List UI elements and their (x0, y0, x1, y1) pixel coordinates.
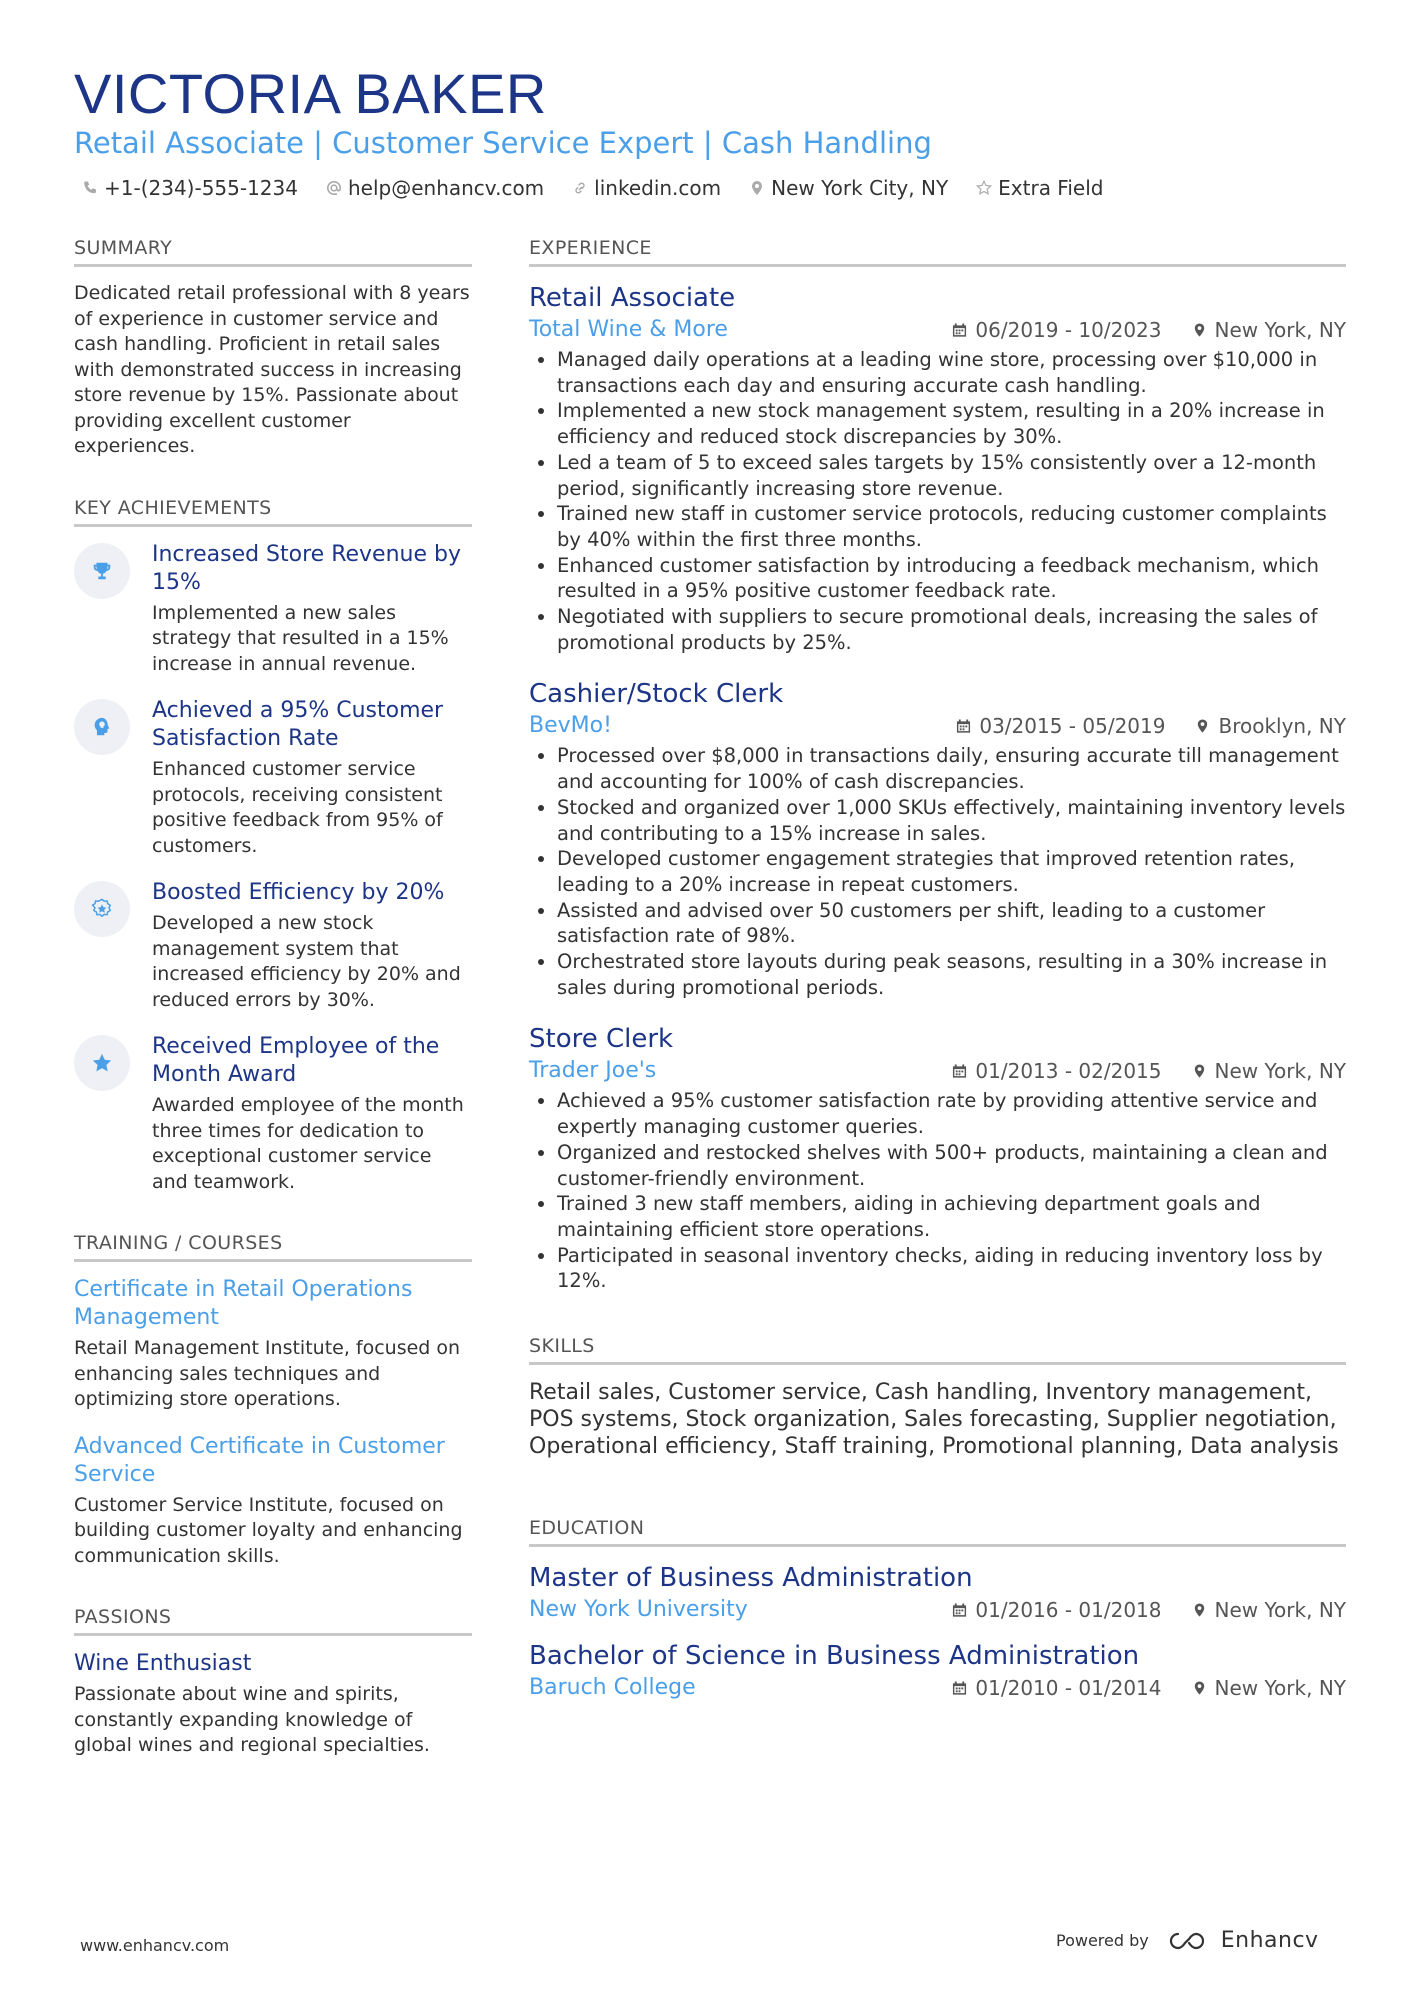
skills-section (529, 1334, 1346, 1460)
experience-heading: EXPERIENCE (529, 236, 1346, 267)
job-location: New York, NY (1214, 318, 1346, 342)
powered-by-label: Powered by (1056, 1931, 1149, 1950)
right-column (529, 236, 1346, 1705)
degree: Bachelor of Science in Business Administration (529, 1641, 1140, 1672)
education-dates: 01/2016 - 01/2018 (975, 1598, 1162, 1623)
contact-extra-text: Extra Field (998, 176, 1104, 200)
achievements-heading: KEY ACHIEVEMENTS (74, 496, 472, 527)
location-icon (1192, 1680, 1207, 1696)
star-icon (976, 180, 992, 196)
passion-text: Passionate about wine and spirits, constantly expanding knowledge of global wines and regional specialties. (74, 1683, 430, 1756)
contact-phone-text: +1-(234)-555-1234 (104, 176, 298, 200)
achievement-title: Boosted Efficiency by 20% (152, 880, 445, 905)
job-company: BevMo! (529, 713, 612, 739)
achievement-item (74, 697, 472, 859)
job-bullets (529, 743, 1346, 1000)
location-icon (1195, 718, 1210, 734)
course-item (74, 1276, 472, 1413)
course-text: Retail Management Institute, focused on enhancing sales techniques and optimizing store operations. (74, 1337, 461, 1410)
job-role: Cashier/Stock Clerk (529, 679, 784, 710)
achievement-item (74, 541, 472, 678)
course-title: Advanced Certificate in Customer Service (74, 1433, 445, 1487)
contact-location-text: New York City, NY (771, 176, 949, 200)
bullet: • Negotiated with suppliers to secure promotional deals, increasing the sales of promotional products by 25%. (557, 604, 1346, 655)
job-role: Store Clerk (529, 1024, 674, 1055)
education-heading: EDUCATION (529, 1516, 1346, 1547)
location-icon (1192, 1063, 1207, 1079)
headline: Retail Associate | Customer Service Expert | Cash Handling (74, 126, 932, 160)
skills-heading: SKILLS (529, 1334, 1346, 1365)
achievement-item (74, 1033, 472, 1195)
contact-linkedin-text: linkedin.com (594, 176, 722, 200)
education-entry (529, 1639, 1346, 1703)
candidate-name: VICTORIA BAKER (74, 62, 547, 125)
at-icon (326, 180, 342, 196)
contact-linkedin[interactable] (572, 176, 721, 200)
achievement-title: Achieved a 95% Customer Satisfaction Rate (152, 698, 444, 751)
school: Baruch College (529, 1675, 696, 1701)
infinity-logo-icon (1167, 1930, 1211, 1952)
job-role: Retail Associate (529, 283, 736, 313)
bullet: • Processed over $8,000 in transactions daily, ensuring accurate till management and accounting for 100% of cash discrepancies. (557, 743, 1346, 794)
passions-heading: PASSIONS (74, 1605, 472, 1636)
achievement-text: Developed a new stock management system that increased efficiency by 20% and reduced errors by 30%. (152, 912, 461, 1011)
achievement-text: Enhanced customer service protocols, receiving consistent positive feedback from 95% of customers. (152, 758, 443, 857)
achievements-section (74, 496, 472, 1196)
summary-section (74, 236, 472, 460)
location-icon (749, 180, 765, 196)
job-company: Total Wine & More (529, 317, 728, 342)
achievement-text: Awarded employee of the month three times for dedication to exceptional customer service and teamwork. (152, 1094, 464, 1193)
footer-branding (1056, 1928, 1319, 1953)
summary-heading: SUMMARY (74, 236, 472, 267)
job-entry (529, 677, 1346, 1000)
bullet: • Managed daily operations at a leading wine store, processing over $10,000 in transactions each day and ensuring accurate cash handling. (557, 347, 1346, 398)
badge-star-icon (91, 898, 113, 920)
star-icon (91, 1052, 113, 1074)
education-location: New York, NY (1214, 1598, 1346, 1623)
achievement-item (74, 879, 472, 1013)
contact-phone (82, 176, 298, 200)
brand-name: Enhancv (1220, 1928, 1319, 1953)
skills-text: Retail sales, Customer service, Cash handling, Inventory management, POS systems, Stock organization, Sales forecasting, Supplier negotiation, Operational efficiency, Staff training, Promotional planning, Data analysis (529, 1380, 1339, 1460)
job-dates: 03/2015 - 05/2019 (979, 714, 1166, 739)
job-dates: 06/2019 - 10/2023 (975, 318, 1162, 342)
contact-extra (976, 176, 1103, 200)
calendar-icon (956, 718, 971, 734)
phone-icon (82, 180, 98, 196)
education-entry (529, 1561, 1346, 1625)
bullet: • Trained new staff in customer service protocols, reducing customer complaints by 40% within the first three months. (557, 501, 1346, 552)
job-bullets (529, 1088, 1346, 1294)
footer-website[interactable]: www.enhancv.com (80, 1936, 230, 1955)
course-title: Certificate in Retail Operations Management (74, 1277, 413, 1330)
calendar-icon (952, 1680, 967, 1696)
course-text: Customer Service Institute, focused on building customer loyalty and enhancing communication skills. (74, 1493, 463, 1567)
job-entry (529, 281, 1346, 655)
bullet: • Participated in seasonal inventory checks, aiding in reducing inventory loss by 12%. (557, 1243, 1346, 1294)
bullet: • Achieved a 95% customer satisfaction rate by providing attentive service and expertly managing customer queries. (557, 1088, 1346, 1139)
left-column (74, 236, 472, 1759)
bullet: • Enhanced customer satisfaction by introducing a feedback mechanism, which resulted in a 95% positive customer feedback rate. (557, 553, 1346, 604)
link-icon (572, 180, 588, 196)
enhancv-logo[interactable] (1167, 1928, 1319, 1953)
bullet: • Assisted and advised over 50 customers per shift, leading to a customer satisfaction rate of 98%. (557, 898, 1346, 949)
passions-section (74, 1605, 472, 1759)
summary-text: Dedicated retail professional with 8 years of experience in customer service and cash handling. Proficient in retail sales with demonstrated success in increasing store revenue by 15%. Passionate about providing excellent customer experiences. (74, 282, 470, 457)
degree: Master of Business Administration (529, 1563, 973, 1594)
trophy-icon (91, 560, 113, 582)
bullet: • Organized and restocked shelves with 500+ products, maintaining a clean and customer-friendly environment. (557, 1140, 1346, 1191)
passion-title: Wine Enthusiast (74, 1651, 252, 1676)
education-dates: 01/2010 - 01/2014 (975, 1676, 1162, 1701)
bullet: • Stocked and organized over 1,000 SKUs effectively, maintaining inventory levels and contributing to a 15% increase in sales. (557, 795, 1346, 846)
bullet: • Trained 3 new staff members, aiding in achieving department goals and maintaining efficient store operations. (557, 1191, 1346, 1242)
job-bullets (529, 347, 1346, 655)
calendar-icon (952, 1602, 967, 1618)
education-location: New York, NY (1214, 1676, 1346, 1701)
training-heading: TRAINING / COURSES (74, 1231, 472, 1262)
location-icon (1192, 322, 1207, 338)
job-dates: 01/2013 - 02/2015 (975, 1059, 1162, 1084)
location-icon (1192, 1602, 1207, 1618)
head-idea-icon (91, 716, 113, 738)
school: New York University (529, 1597, 748, 1623)
contact-bar (82, 176, 1103, 200)
achievement-title: Received Employee of the Month Award (152, 1034, 440, 1087)
bullet: • Developed customer engagement strategies that improved retention rates, leading to a 20% increase in repeat customers. (557, 846, 1346, 897)
contact-email-text: help@enhancv.com (347, 176, 545, 200)
calendar-icon (952, 1063, 967, 1079)
training-section (74, 1231, 472, 1569)
course-item (74, 1433, 472, 1570)
contact-location (749, 176, 948, 200)
contact-email[interactable] (326, 176, 544, 200)
job-entry (529, 1022, 1346, 1294)
bullet: • Orchestrated store layouts during peak seasons, resulting in a 30% increase in sales during promotional periods. (557, 949, 1346, 1000)
job-company: Trader Joe's (529, 1058, 657, 1084)
job-location: New York, NY (1214, 1059, 1346, 1084)
education-section (529, 1516, 1346, 1703)
calendar-icon (952, 322, 967, 338)
bullet: • Implemented a new stock management system, resulting in a 20% increase in efficiency and reduced stock discrepancies by 30%. (557, 398, 1346, 449)
bullet: • Led a team of 5 to exceed sales targets by 15% consistently over a 12-month period, significantly increasing store revenue. (557, 450, 1346, 501)
achievement-text: Implemented a new sales strategy that resulted in a 15% increase in annual revenue. (152, 601, 449, 675)
job-location: Brooklyn, NY (1218, 714, 1346, 739)
experience-section (529, 236, 1346, 1294)
achievement-title: Increased Store Revenue by 15% (152, 541, 461, 595)
